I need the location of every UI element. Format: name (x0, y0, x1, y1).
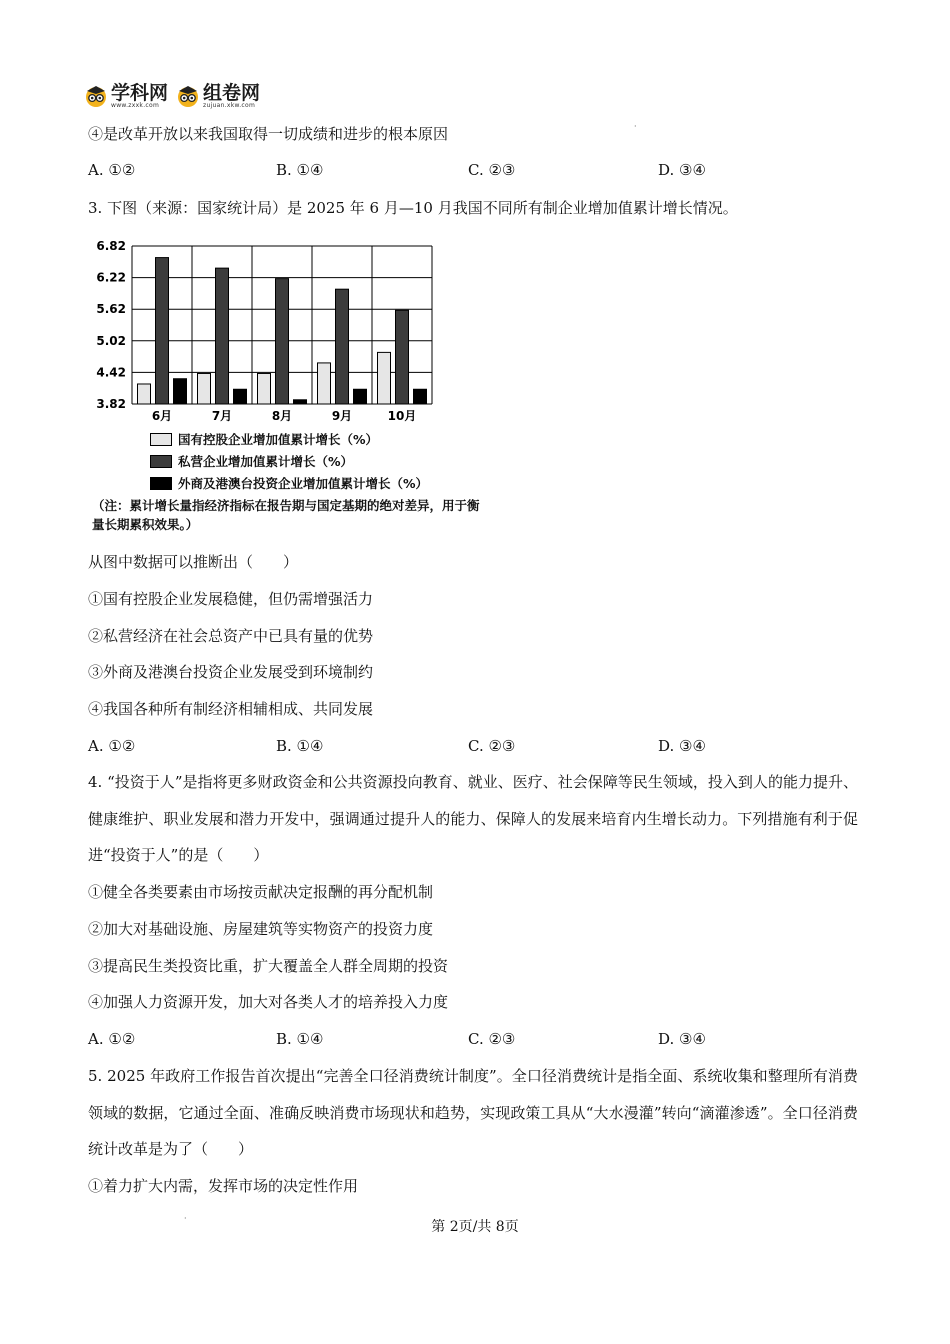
x-tick-label: 8月 (271, 409, 293, 423)
q4-item-3: ③提高民生类投资比重，扩大覆盖全人群全周期的投资 (88, 957, 449, 975)
x-tick-label: 10月 (387, 409, 417, 423)
q2-option-a: A. ①② (88, 161, 136, 179)
header-logos (84, 80, 260, 112)
y-tick-label: 4.42 (96, 365, 126, 380)
legend-label-foreign: 外商及港澳台投资企业增加值累计增长（%） (178, 476, 429, 491)
zujuanwang-logo (176, 81, 261, 109)
legend-swatch-foreign (150, 477, 172, 490)
bar-4-1 (396, 310, 409, 404)
q4-item-4: ④加强人力资源开发，加大对各类人才的培养投入力度 (88, 993, 449, 1011)
y-tick-label: 6.82 (96, 239, 126, 253)
y-tick-label: 3.82 (96, 397, 126, 411)
bar-2-0 (258, 373, 271, 404)
q5-item-1: ①着力扩大内需，发挥市场的决定性作用 (88, 1177, 359, 1195)
bar-2-1 (276, 279, 289, 404)
q5-stem: 5. 2025 年政府工作报告首次提出“完善全口径消费统计制度”。全口径消费统计是指全面、系统收集和整理所有消费领域的数据，它通过全面、准确反映消费市场现状和趋势，实现政策工具从“大水漫灌”转向“滴灌渗透”。全口径消费统计改革是为了（ ） (88, 1067, 858, 1158)
chart-note: （注：累计增长量指经济指标在报告期与国定基期的绝对差异，用于衡量长期累积效果。） (92, 498, 480, 532)
bar-4-0 (378, 352, 391, 404)
q3-option-d: D. ③④ (658, 737, 706, 755)
q3-question: 从图中数据可以推断出（ ） (88, 553, 299, 571)
y-tick-label: 5.02 (96, 333, 126, 348)
bar-3-2 (354, 389, 367, 404)
q3-item-1: ①国有控股企业发展稳健，但仍需增强活力 (88, 590, 374, 608)
q2-option-c: C. ②③ (468, 161, 516, 179)
bar-1-0 (198, 373, 211, 404)
q2-option-d: D. ③④ (658, 161, 706, 179)
bar-1-1 (216, 268, 229, 404)
legend-label-state: 国有控股企业增加值累计增长（%） (178, 432, 379, 447)
q4-option-c: C. ②③ (468, 1030, 516, 1048)
q4-stem: 4. “投资于人”是指将更多财政资金和公共资源投向教育、就业、医疗、社会保障等民生领域，投入到人的能力提升、健康维护、职业发展和潜力开发中，强调通过提升人的能力、保障人的发展来培育内生增长动力。下列措施有利于促进“投资于人”的是（ ） (88, 773, 858, 864)
q4-option-d: D. ③④ (658, 1030, 706, 1048)
legend-label-private: 私营企业增加值累计增长（%） (178, 454, 354, 469)
q4-item-1: ①健全各类要素由市场按贡献决定报酬的再分配机制 (88, 883, 434, 901)
x-tick-label: 6月 (151, 409, 173, 423)
legend-swatch-state (150, 433, 172, 446)
growth-chart (88, 236, 488, 536)
bar-0-0 (138, 384, 151, 404)
owl-mascot-icon (176, 84, 200, 108)
bar-0-1 (156, 258, 169, 404)
page-number: 第 2页/共 8页 (431, 1219, 519, 1235)
legend-item-state (150, 428, 428, 450)
y-tick-label: 5.62 (96, 302, 126, 317)
q4-option-a: A. ①② (88, 1030, 136, 1048)
bar-1-2 (234, 389, 247, 404)
owl-mascot-icon (84, 84, 108, 108)
q3-option-a: A. ①② (88, 737, 136, 755)
xuekewang-logo (84, 81, 169, 109)
logo1-text: 学科网 (111, 81, 169, 104)
q3-item-4: ④我国各种所有制经济相辅相成、共同发展 (88, 700, 374, 718)
x-tick-label: 9月 (331, 409, 353, 423)
scan-dot: · (184, 1214, 187, 1223)
legend-swatch-private (150, 455, 172, 468)
q3-stem: 3. 下图（来源：国家统计局）是 2025 年 6 月—10 月我国不同所有制企业增加值累计增长情况。 (88, 199, 738, 217)
scan-dot: · (634, 122, 637, 131)
bar-4-2 (414, 389, 427, 404)
bar-3-0 (318, 363, 331, 404)
q4-item-2: ②加大对基础设施、房屋建筑等实物资产的投资力度 (88, 920, 434, 938)
q3-option-c: C. ②③ (468, 737, 516, 755)
q2-option-b: B. ①④ (276, 161, 324, 179)
logo1-sub: www.zxxk.com (111, 101, 160, 109)
q2-item-4: ④是改革开放以来我国取得一切成绩和进步的根本原因 (88, 125, 449, 143)
q4-option-b: B. ①④ (276, 1030, 324, 1048)
bar-chart (88, 236, 488, 426)
logo2-text: 组卷网 (203, 81, 261, 104)
q3-item-2: ②私营经济在社会总资产中已具有量的优势 (88, 627, 374, 645)
y-tick-label: 6.22 (96, 270, 126, 285)
chart-legend (150, 428, 428, 494)
q3-option-b: B. ①④ (276, 737, 324, 755)
bar-2-2 (294, 400, 307, 404)
bar-0-2 (174, 379, 187, 404)
q3-item-3: ③外商及港澳台投资企业发展受到环境制约 (88, 663, 374, 681)
x-tick-label: 7月 (211, 409, 233, 423)
legend-item-private (150, 450, 428, 472)
logo2-sub: zujuan.xkw.com (203, 101, 256, 109)
bar-3-1 (336, 289, 349, 404)
legend-item-foreign (150, 472, 428, 494)
